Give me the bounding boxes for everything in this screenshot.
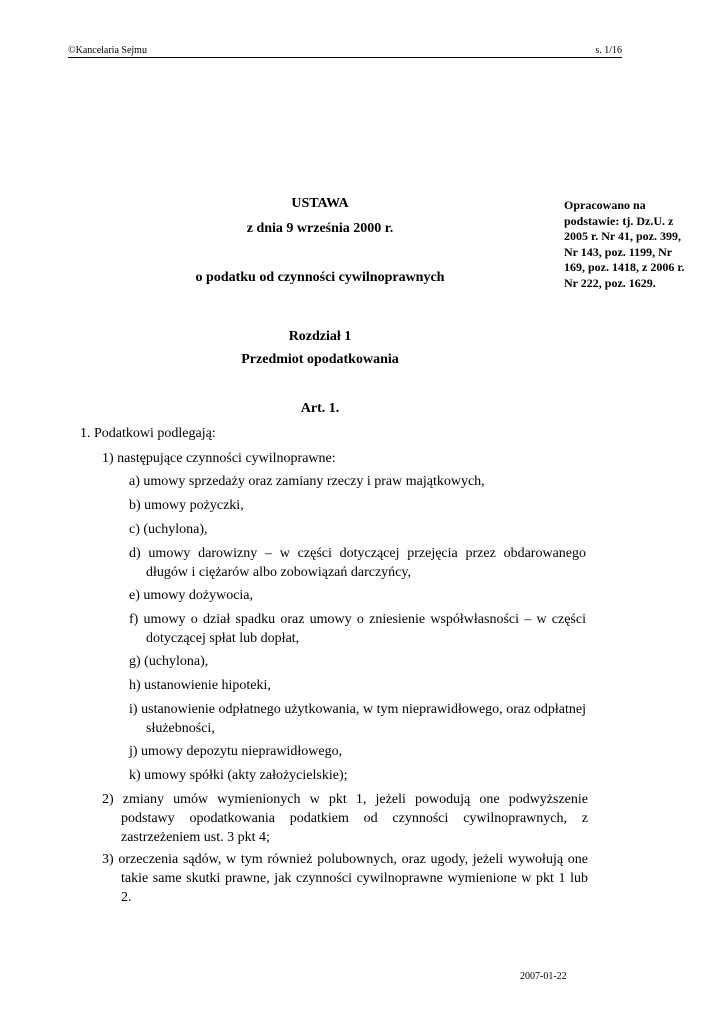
list-item-d: d) umowy darowizny – w części dotyczącej przejęcia przez obdarowanego długów i ciężarów albo zobowiązań darczyńcy, [129,546,586,580]
header-page-number: s. 1/16 [595,45,622,56]
act-subject: o podatku od czynności cywilnoprawnych [195,270,445,285]
list-item-i: i) ustanowienie odpłatnego użytkowania, w tym nieprawidłowego, oraz odpłatnej służebności, [129,702,586,736]
list-item-j: j) umowy depozytu nieprawidłowego, [129,744,343,759]
list-item-b: b) umowy pożyczki, [129,498,244,513]
list-item-f: f) umowy o dział spadku oraz umowy o zniesienie współwłasności – w części dotyczącej spłat lub dopłat, [129,612,586,646]
legal-basis-note: Opracowano na podstawie: tj. Dz.U. z 2005 r. Nr 41, poz. 399, Nr 143, poz. 1199, Nr 169, poz. 1418, z 2006 r. Nr 222, poz. 1629. [564,198,685,290]
footer-date: 2007-01-22 [520,971,567,982]
list-item-a: a) umowy sprzedaży oraz zamiany rzeczy i praw majątkowych, [129,474,485,489]
act-date: z dnia 9 września 2000 r. [246,221,394,236]
point-1: 1) następujące czynności cywilnoprawne: [102,451,336,466]
list-item-k: k) umowy spółki (akty założycielskie); [129,768,348,783]
point-3: 3) orzeczenia sądów, w tym również polubownych, oraz ugody, jeżeli wywołują one takie same skutki prawne, jak czynności cywilnoprawne wymienione w pkt 1 lub 2. [102,852,588,905]
chapter-title: Przedmiot opodatkowania [241,352,399,367]
chapter-number: Rozdział 1 [288,329,352,344]
list-item-c: c) (uchylona), [129,522,208,537]
header-publisher: ©Kancelaria Sejmu [68,45,147,56]
list-item-g: g) (uchylona), [129,654,209,669]
act-type-title: USTAWA [291,196,349,211]
list-item-h: h) ustanowienie hipoteki, [129,678,271,693]
point-2: 2) zmiany umów wymienionych w pkt 1, jeżeli powodują one podwyższenie podstawy opodatkowania podatkiem od czynności cywilnoprawnych, z zastrzeżeniem ust. 3 pkt 4; [102,792,588,845]
list-item-e: e) umowy dożywocia, [129,588,254,603]
page-header [68,45,622,58]
section-1: 1. Podatkowi podlegają: [80,426,216,441]
article-heading: Art. 1. [300,401,340,416]
